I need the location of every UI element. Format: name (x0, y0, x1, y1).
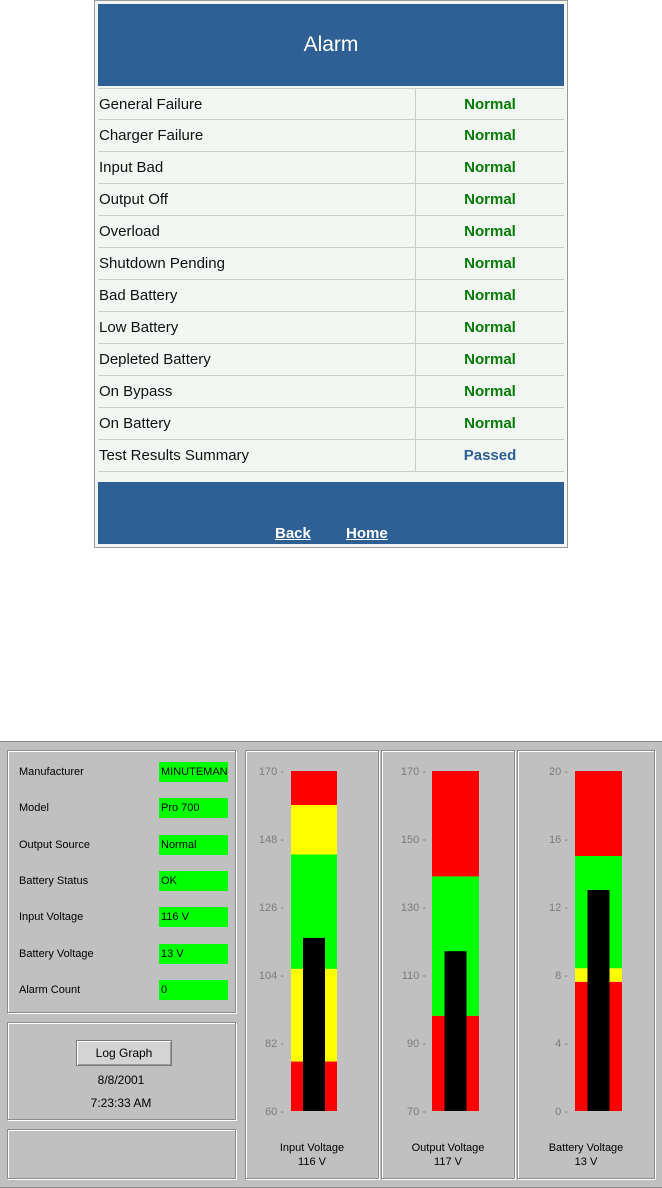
gauge-zone (432, 771, 479, 876)
gauge-tick-label: 70 - (407, 1106, 426, 1118)
battery-voltage-label: Battery Voltage (19, 948, 94, 960)
gauge-level-bar (588, 890, 610, 1111)
gauge-zone (575, 771, 622, 856)
gauge-tick-label: 90 - (407, 1038, 426, 1050)
gauge-tick-label: 170 - (400, 766, 426, 778)
gauge-tick-label: 60 - (265, 1106, 284, 1118)
battery-status-label: Battery Status (19, 875, 89, 887)
gauge-tick-label: 104 - (258, 970, 284, 982)
log-graph-button[interactable]: Log Graph (76, 1040, 172, 1066)
alarm-count-label: Alarm Count (19, 984, 81, 996)
gauge-tick-label: 16 - (549, 834, 568, 846)
gauge-tick-label: 150 - (400, 834, 426, 846)
alarm-status: Normal (464, 319, 516, 336)
gauge-zone (291, 805, 337, 854)
gauge-tick-label: 20 - (549, 766, 568, 778)
gauge-tick-label: 12 - (549, 902, 568, 914)
alarm-label: Overload (98, 216, 416, 247)
gauge-reading: 116 V (298, 1156, 326, 1168)
alarm-status: Normal (464, 287, 516, 304)
alarm-title: Alarm (98, 4, 564, 86)
gauge-tick-label: 126 - (258, 902, 284, 914)
alarm-label: On Bypass (98, 376, 416, 407)
gauge-level-bar (303, 938, 325, 1111)
manufacturer-label: Manufacturer (19, 766, 84, 778)
gauge-tick-label: 4 - (555, 1038, 568, 1050)
gauge-level-bar (445, 951, 467, 1111)
battery-status-value: OK (159, 871, 228, 891)
alarm-status: Normal (464, 415, 516, 432)
home-link[interactable]: Home (346, 525, 388, 542)
alarm-label: Output Off (98, 184, 416, 215)
alarm-label: Low Battery (98, 312, 416, 343)
input-voltage-value: 116 V (159, 907, 228, 927)
alarm-status: Normal (464, 351, 516, 368)
gauge-name: Input Voltage (279, 1142, 345, 1154)
back-link[interactable]: Back (275, 525, 311, 542)
gauge-tick-label: 170 - (258, 766, 284, 778)
alarm-status: Normal (464, 127, 516, 144)
manufacturer-value: MINUTEMAN (159, 762, 228, 782)
alarm-count-value: 0 (159, 980, 228, 1000)
alarm-status: Normal (464, 255, 516, 272)
gauge-tick-label: 148 - (258, 834, 284, 846)
alarm-label: Shutdown Pending (98, 248, 416, 279)
output-voltage-gauge-label (382, 1141, 514, 1169)
alarm-label: Charger Failure (98, 120, 416, 151)
gauge-reading: 13 V (574, 1156, 598, 1168)
alarm-status: Normal (464, 95, 516, 113)
model-value: Pro 700 (159, 798, 228, 818)
gauge-tick-label: 110 - (401, 970, 426, 982)
alarm-status: Passed (463, 447, 517, 464)
input-voltage-label: Input Voltage (19, 911, 84, 923)
alarm-label: Bad Battery (98, 280, 416, 311)
alarm-label: Test Results Summary (98, 440, 416, 471)
gauge-reading: 117 V (434, 1156, 462, 1168)
gauge-tick-label: 8 - (555, 970, 568, 982)
date-text: 8/8/2001 (97, 1073, 145, 1087)
gauge-tick-label: 82 - (265, 1038, 284, 1050)
battery-voltage-value: 13 V (159, 944, 228, 964)
gauge-name: Battery Voltage (548, 1142, 624, 1154)
alarm-status: Normal (464, 159, 516, 176)
model-label: Model (19, 802, 49, 814)
time-text: 7:23:33 AM (90, 1096, 152, 1110)
input-voltage-gauge-label (246, 1141, 378, 1169)
alarm-status: Normal (464, 383, 516, 400)
alarm-label: Depleted Battery (98, 344, 416, 375)
output-source-label: Output Source (19, 839, 90, 851)
gauge-zone (291, 771, 337, 805)
gauge-tick-label: 130 - (400, 902, 426, 914)
alarm-status: Normal (464, 223, 516, 240)
gauge-tick-label: 0 - (555, 1106, 568, 1118)
output-source-value: Normal (159, 835, 228, 855)
gauge-name: Output Voltage (411, 1142, 485, 1154)
alarm-label: General Failure (98, 89, 416, 119)
alarm-label: Input Bad (98, 152, 416, 183)
battery-voltage-gauge-label (520, 1141, 652, 1169)
alarm-status: Normal (464, 191, 516, 208)
alarm-label: On Battery (98, 408, 416, 439)
